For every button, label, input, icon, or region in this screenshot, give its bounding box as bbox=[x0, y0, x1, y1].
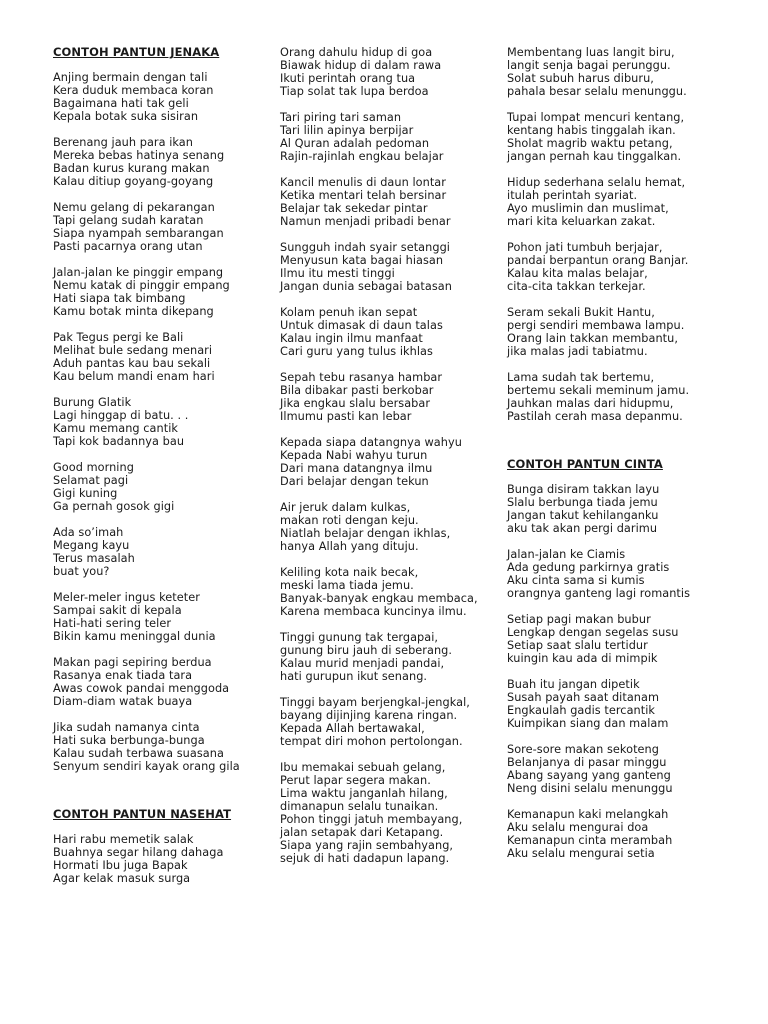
pantun-line: Kau belum mandi enam hari bbox=[53, 370, 215, 383]
pantun-line: Kuimpikan siang dan malam bbox=[507, 717, 669, 730]
pantun-line: Biawak hidup di dalam rawa bbox=[280, 59, 442, 72]
pantun-line: Sore-sore makan sekoteng bbox=[507, 743, 659, 756]
pantun-line: Niatlah belajar dengan ikhlas, bbox=[280, 527, 451, 540]
pantun-line: Aduh pantas kau bau sekali bbox=[53, 357, 211, 370]
pantun-stanza bbox=[53, 656, 263, 708]
pantun-line: Tiap solat tak lupa berdoa bbox=[280, 85, 429, 98]
pantun-line: Pak Tegus pergi ke Bali bbox=[53, 331, 184, 344]
pantun-line: Hati siapa tak bimbang bbox=[53, 292, 186, 305]
pantun-stanza bbox=[280, 631, 495, 683]
pantun-line: Dari belajar dengan tekun bbox=[280, 475, 429, 488]
pantun-line: Orang lain takkan membantu, bbox=[507, 332, 678, 345]
pantun-line: makan roti dengan keju. bbox=[280, 514, 419, 527]
pantun-stanza bbox=[53, 136, 263, 188]
pantun-line: hati gurupun ikut senang. bbox=[280, 670, 428, 683]
pantun-line: Kamu memang cantik bbox=[53, 422, 178, 435]
pantun-line: Siapa nyampah sembarangan bbox=[53, 227, 224, 240]
pantun-line: Badan kurus kurang makan bbox=[53, 162, 210, 175]
pantun-line: Siapa yang rajin sembahyang, bbox=[280, 839, 454, 852]
pantun-line: langit senja bagai perunggu. bbox=[507, 59, 671, 72]
column-2 bbox=[280, 46, 495, 878]
pantun-line: Jalan-jalan ke pinggir empang bbox=[53, 266, 224, 279]
pantun-line: Al Quran adalah pedoman bbox=[280, 137, 430, 150]
pantun-line: Kamu botak minta dikepang bbox=[53, 305, 214, 318]
pantun-line: Hati suka berbunga-bunga bbox=[53, 734, 205, 747]
column-3 bbox=[507, 46, 737, 873]
pantun-line: Lama sudah tak bertemu, bbox=[507, 371, 655, 384]
pantun-stanza bbox=[53, 833, 263, 885]
pantun-line: Diam-diam watak buaya bbox=[53, 695, 193, 708]
pantun-stanza bbox=[53, 721, 263, 773]
pantun-line: Karena membaca kuncinya ilmu. bbox=[280, 605, 467, 618]
pantun-stanza bbox=[507, 743, 737, 795]
pantun-line: meski lama tiada jemu. bbox=[280, 579, 414, 592]
pantun-line: Ayo muslimin dan muslimat, bbox=[507, 202, 669, 215]
pantun-line: Megang kayu bbox=[53, 539, 130, 552]
pantun-line: Kemanapun cinta merambah bbox=[507, 834, 673, 847]
pantun-line: pandai berpantun orang Banjar. bbox=[507, 254, 689, 267]
pantun-line: jangan pernah kau tinggalkan. bbox=[507, 150, 682, 163]
pantun-stanza bbox=[280, 371, 495, 423]
pantun-line: Solat subuh harus diburu, bbox=[507, 72, 654, 85]
pantun-line: Kancil menulis di daun lontar bbox=[280, 176, 446, 189]
pantun-line: hanya Allah yang dituju. bbox=[280, 540, 419, 553]
pantun-line: kuingin kau ada di mimpik bbox=[507, 652, 658, 665]
pantun-line: Tapi gelang sudah karatan bbox=[53, 214, 204, 227]
pantun-stanza bbox=[507, 111, 737, 163]
pantun-line: Membentang luas langit biru, bbox=[507, 46, 675, 59]
pantun-line: Kepada Nabi wahyu turun bbox=[280, 449, 428, 462]
pantun-line: Cari guru yang tulus ikhlas bbox=[280, 345, 433, 358]
pantun-line: Abang sayang yang ganteng bbox=[507, 769, 671, 782]
pantun-line: kentang habis tinggalah ikan. bbox=[507, 124, 676, 137]
pantun-line: gunung biru jauh di seberang. bbox=[280, 644, 453, 657]
pantun-line: Tapi kok badannya bau bbox=[53, 435, 185, 448]
pantun-line: Nemu katak di pinggir empang bbox=[53, 279, 230, 292]
pantun-stanza bbox=[53, 396, 263, 448]
pantun-line: Keliling kota naik becak, bbox=[280, 566, 419, 579]
pantun-line: Ada gedung parkirnya gratis bbox=[507, 561, 670, 574]
pantun-line: jalan setapak dari Ketapang. bbox=[280, 826, 444, 839]
pantun-line: Bikin kamu meninggal dunia bbox=[53, 630, 216, 643]
pantun-line: Belanjanya di pasar minggu bbox=[507, 756, 667, 769]
pantun-line: Aku selalu mengurai doa bbox=[507, 821, 649, 834]
pantun-stanza bbox=[507, 548, 737, 600]
pantun-line: Buahnya segar hilang dahaga bbox=[53, 846, 224, 859]
pantun-line: Buah itu jangan dipetik bbox=[507, 678, 640, 691]
pantun-line: Tupai lompat mencuri kentang, bbox=[507, 111, 685, 124]
pantun-line: Kalau ditiup goyang-goyang bbox=[53, 175, 214, 188]
pantun-line: Gigi kuning bbox=[53, 487, 118, 500]
pantun-line: Kalau sudah terbawa suasana bbox=[53, 747, 224, 760]
pantun-line: mari kita keluarkan zakat. bbox=[507, 215, 656, 228]
pantun-line: Bila dibakar pasti berkobar bbox=[280, 384, 434, 397]
pantun-line: Kepada siapa datangnya wahyu bbox=[280, 436, 462, 449]
pantun-stanza bbox=[507, 483, 737, 535]
pantun-line: Seram sekali Bukit Hantu, bbox=[507, 306, 655, 319]
pantun-line: Awas cowok pandai menggoda bbox=[53, 682, 230, 695]
pantun-line: Selamat pagi bbox=[53, 474, 129, 487]
pantun-line: Jauhkan malas dari hidupmu, bbox=[507, 397, 674, 410]
pantun-line: Slalu berbunga tiada jemu bbox=[507, 496, 658, 509]
pantun-line: Aku cinta sama si kumis bbox=[507, 574, 645, 587]
pantun-line: Engkaulah gadis tercantik bbox=[507, 704, 656, 717]
pantun-line: Banyak-banyak engkau membaca, bbox=[280, 592, 478, 605]
pantun-line: Belajar tak sekedar pintar bbox=[280, 202, 428, 215]
column-1 bbox=[53, 46, 263, 898]
pantun-stanza bbox=[280, 306, 495, 358]
section-spacer bbox=[507, 436, 737, 458]
section-spacer bbox=[53, 786, 263, 808]
pantun-line: Rajin-rajinlah engkau belajar bbox=[280, 150, 444, 163]
pantun-line: Nemu gelang di pekarangan bbox=[53, 201, 215, 214]
pantun-line: jika malas jadi tabiatmu. bbox=[507, 345, 648, 358]
pantun-line: Kalau ingin ilmu manfaat bbox=[280, 332, 423, 345]
pantun-stanza bbox=[53, 591, 263, 643]
pantun-line: cita-cita takkan terkejar. bbox=[507, 280, 646, 293]
pantun-line: Makan pagi sepiring berdua bbox=[53, 656, 212, 669]
pantun-line: Kepada Allah bertawakal, bbox=[280, 722, 425, 735]
pantun-line: Setiap pagi makan bubur bbox=[507, 613, 651, 626]
pantun-stanza bbox=[280, 436, 495, 488]
pantun-stanza bbox=[507, 241, 737, 293]
pantun-line: tempat diri mohon pertolongan. bbox=[280, 735, 463, 748]
pantun-line: Agar kelak masuk surga bbox=[53, 872, 191, 885]
pantun-line: Good morning bbox=[53, 461, 134, 474]
pantun-stanza bbox=[280, 241, 495, 293]
pantun-stanza bbox=[280, 176, 495, 228]
pantun-line: Sungguh indah syair setanggi bbox=[280, 241, 450, 254]
pantun-line: Ibu memakai sebuah gelang, bbox=[280, 761, 446, 774]
pantun-line: Jangan takut kehilanganku bbox=[507, 509, 659, 522]
pantun-line: buat you? bbox=[53, 565, 110, 578]
pantun-line: Neng disini selalu menunggu bbox=[507, 782, 673, 795]
pantun-line: Ga pernah gosok gigi bbox=[53, 500, 175, 513]
pantun-line: Dari mana datangnya ilmu bbox=[280, 462, 433, 475]
pantun-line: Air jeruk dalam kulkas, bbox=[280, 501, 411, 514]
pantun-line: Hidup sederhana selalu hemat, bbox=[507, 176, 686, 189]
pantun-line: Tari lilin apinya berpijar bbox=[280, 124, 414, 137]
pantun-stanza bbox=[53, 526, 263, 578]
pantun-line: Terus masalah bbox=[53, 552, 135, 565]
pantun-stanza bbox=[280, 46, 495, 98]
pantun-line: Berenang jauh para ikan bbox=[53, 136, 193, 149]
pantun-line: pergi sendiri membawa lampu. bbox=[507, 319, 685, 332]
pantun-line: Ilmumu pasti kan lebar bbox=[280, 410, 412, 423]
pantun-stanza bbox=[280, 696, 495, 748]
pantun-stanza bbox=[507, 678, 737, 730]
pantun-line: Tinggi gunung tak tergapai, bbox=[280, 631, 439, 644]
pantun-line: Bagaimana hati tak geli bbox=[53, 97, 189, 110]
pantun-stanza bbox=[507, 808, 737, 860]
pantun-line: Jika sudah namanya cinta bbox=[53, 721, 200, 734]
pantun-stanza bbox=[53, 331, 263, 383]
pantun-line: Pohon jati tumbuh berjajar, bbox=[507, 241, 663, 254]
pantun-line: Melihat bule sedang menari bbox=[53, 344, 213, 357]
pantun-line: Kemanapun kaki melangkah bbox=[507, 808, 669, 821]
pantun-line: itulah perintah syariat. bbox=[507, 189, 638, 202]
pantun-stanza bbox=[53, 201, 263, 253]
pantun-line: Tari piring tari saman bbox=[280, 111, 402, 124]
pantun-line: Senyum sendiri kayak orang gila bbox=[53, 760, 240, 773]
pantun-line: Bunga disiram takkan layu bbox=[507, 483, 660, 496]
section-title: CONTOH PANTUN CINTA bbox=[507, 457, 663, 471]
pantun-line: Lagi hinggap di batu. . . bbox=[53, 409, 189, 422]
pantun-line: Sepah tebu rasanya hambar bbox=[280, 371, 443, 384]
pantun-line: Burung Glatik bbox=[53, 396, 132, 409]
pantun-line: bayang dijinjing karena ringan. bbox=[280, 709, 458, 722]
pantun-stanza bbox=[507, 176, 737, 228]
pantun-line: sejuk di hati dadapun lapang. bbox=[280, 852, 450, 865]
pantun-line: Jalan-jalan ke Ciamis bbox=[507, 548, 626, 561]
pantun-line: bertemu sekali meminum jamu. bbox=[507, 384, 690, 397]
pantun-line: Aku selalu mengurai setia bbox=[507, 847, 655, 860]
pantun-stanza bbox=[53, 461, 263, 513]
pantun-stanza bbox=[280, 111, 495, 163]
pantun-line: Susah payah saat ditanam bbox=[507, 691, 660, 704]
pantun-line: Namun menjadi pribadi benar bbox=[280, 215, 451, 228]
pantun-line: Setiap saat slalu tertidur bbox=[507, 639, 648, 652]
pantun-stanza bbox=[280, 566, 495, 618]
pantun-line: Jika engkau slalu bersabar bbox=[280, 397, 431, 410]
pantun-line: Mereka bebas hatinya senang bbox=[53, 149, 225, 162]
pantun-line: Kepala botak suka sisiran bbox=[53, 110, 199, 123]
pantun-line: Ada so’imah bbox=[53, 526, 124, 539]
pantun-line: Rasanya enak tiada tara bbox=[53, 669, 193, 682]
pantun-line: Kalau kita malas belajar, bbox=[507, 267, 648, 280]
pantun-line: Pohon tinggi jatuh membayang, bbox=[280, 813, 463, 826]
pantun-stanza bbox=[507, 46, 737, 98]
pantun-stanza bbox=[507, 306, 737, 358]
pantun-stanza bbox=[507, 371, 737, 423]
pantun-line: Ilmu itu mesti tinggi bbox=[280, 267, 395, 280]
pantun-line: Hari rabu memetik salak bbox=[53, 833, 194, 846]
pantun-line: Kera duduk membaca koran bbox=[53, 84, 214, 97]
pantun-line: orangnya ganteng lagi romantis bbox=[507, 587, 691, 600]
pantun-line: Kalau murid menjadi pandai, bbox=[280, 657, 445, 670]
pantun-line: Lima waktu janganlah hilang, bbox=[280, 787, 448, 800]
pantun-line: Kolam penuh ikan sepat bbox=[280, 306, 418, 319]
pantun-line: Sampai sakit di kepala bbox=[53, 604, 182, 617]
pantun-stanza bbox=[280, 501, 495, 553]
pantun-line: Tinggi bayam berjengkal-jengkal, bbox=[280, 696, 470, 709]
pantun-stanza bbox=[53, 71, 263, 123]
pantun-line: Pasti pacarnya orang utan bbox=[53, 240, 203, 253]
pantun-stanza bbox=[280, 761, 495, 865]
pantun-line: Jangan dunia sebagai batasan bbox=[280, 280, 452, 293]
pantun-line: Orang dahulu hidup di goa bbox=[280, 46, 433, 59]
pantun-line: Meler-meler ingus keteter bbox=[53, 591, 200, 604]
pantun-line: Menyusun kata bagai hiasan bbox=[280, 254, 444, 267]
pantun-line: Untuk dimasak di daun talas bbox=[280, 319, 443, 332]
pantun-line: Anjing bermain dengan tali bbox=[53, 71, 208, 84]
pantun-line: Hati-hati sering teler bbox=[53, 617, 172, 630]
section-title: CONTOH PANTUN NASEHAT bbox=[53, 807, 232, 821]
pantun-line: Hormati Ibu juga Bapak bbox=[53, 859, 188, 872]
section-title: CONTOH PANTUN JENAKA bbox=[53, 45, 220, 59]
pantun-line: Pastilah cerah masa depanmu. bbox=[507, 410, 683, 423]
pantun-line: dimanapun selalu tunaikan. bbox=[280, 800, 439, 813]
pantun-line: Ikuti perintah orang tua bbox=[280, 72, 416, 85]
pantun-stanza bbox=[53, 266, 263, 318]
pantun-line: pahala besar selalu menunggu. bbox=[507, 85, 687, 98]
pantun-line: Lengkap dengan segelas susu bbox=[507, 626, 679, 639]
pantun-line: Sholat magrib waktu petang, bbox=[507, 137, 673, 150]
pantun-line: Ketika mentari telah bersinar bbox=[280, 189, 447, 202]
pantun-line: Perut lapar segera makan. bbox=[280, 774, 431, 787]
pantun-stanza bbox=[507, 613, 737, 665]
pantun-line: aku tak akan pergi darimu bbox=[507, 522, 658, 535]
